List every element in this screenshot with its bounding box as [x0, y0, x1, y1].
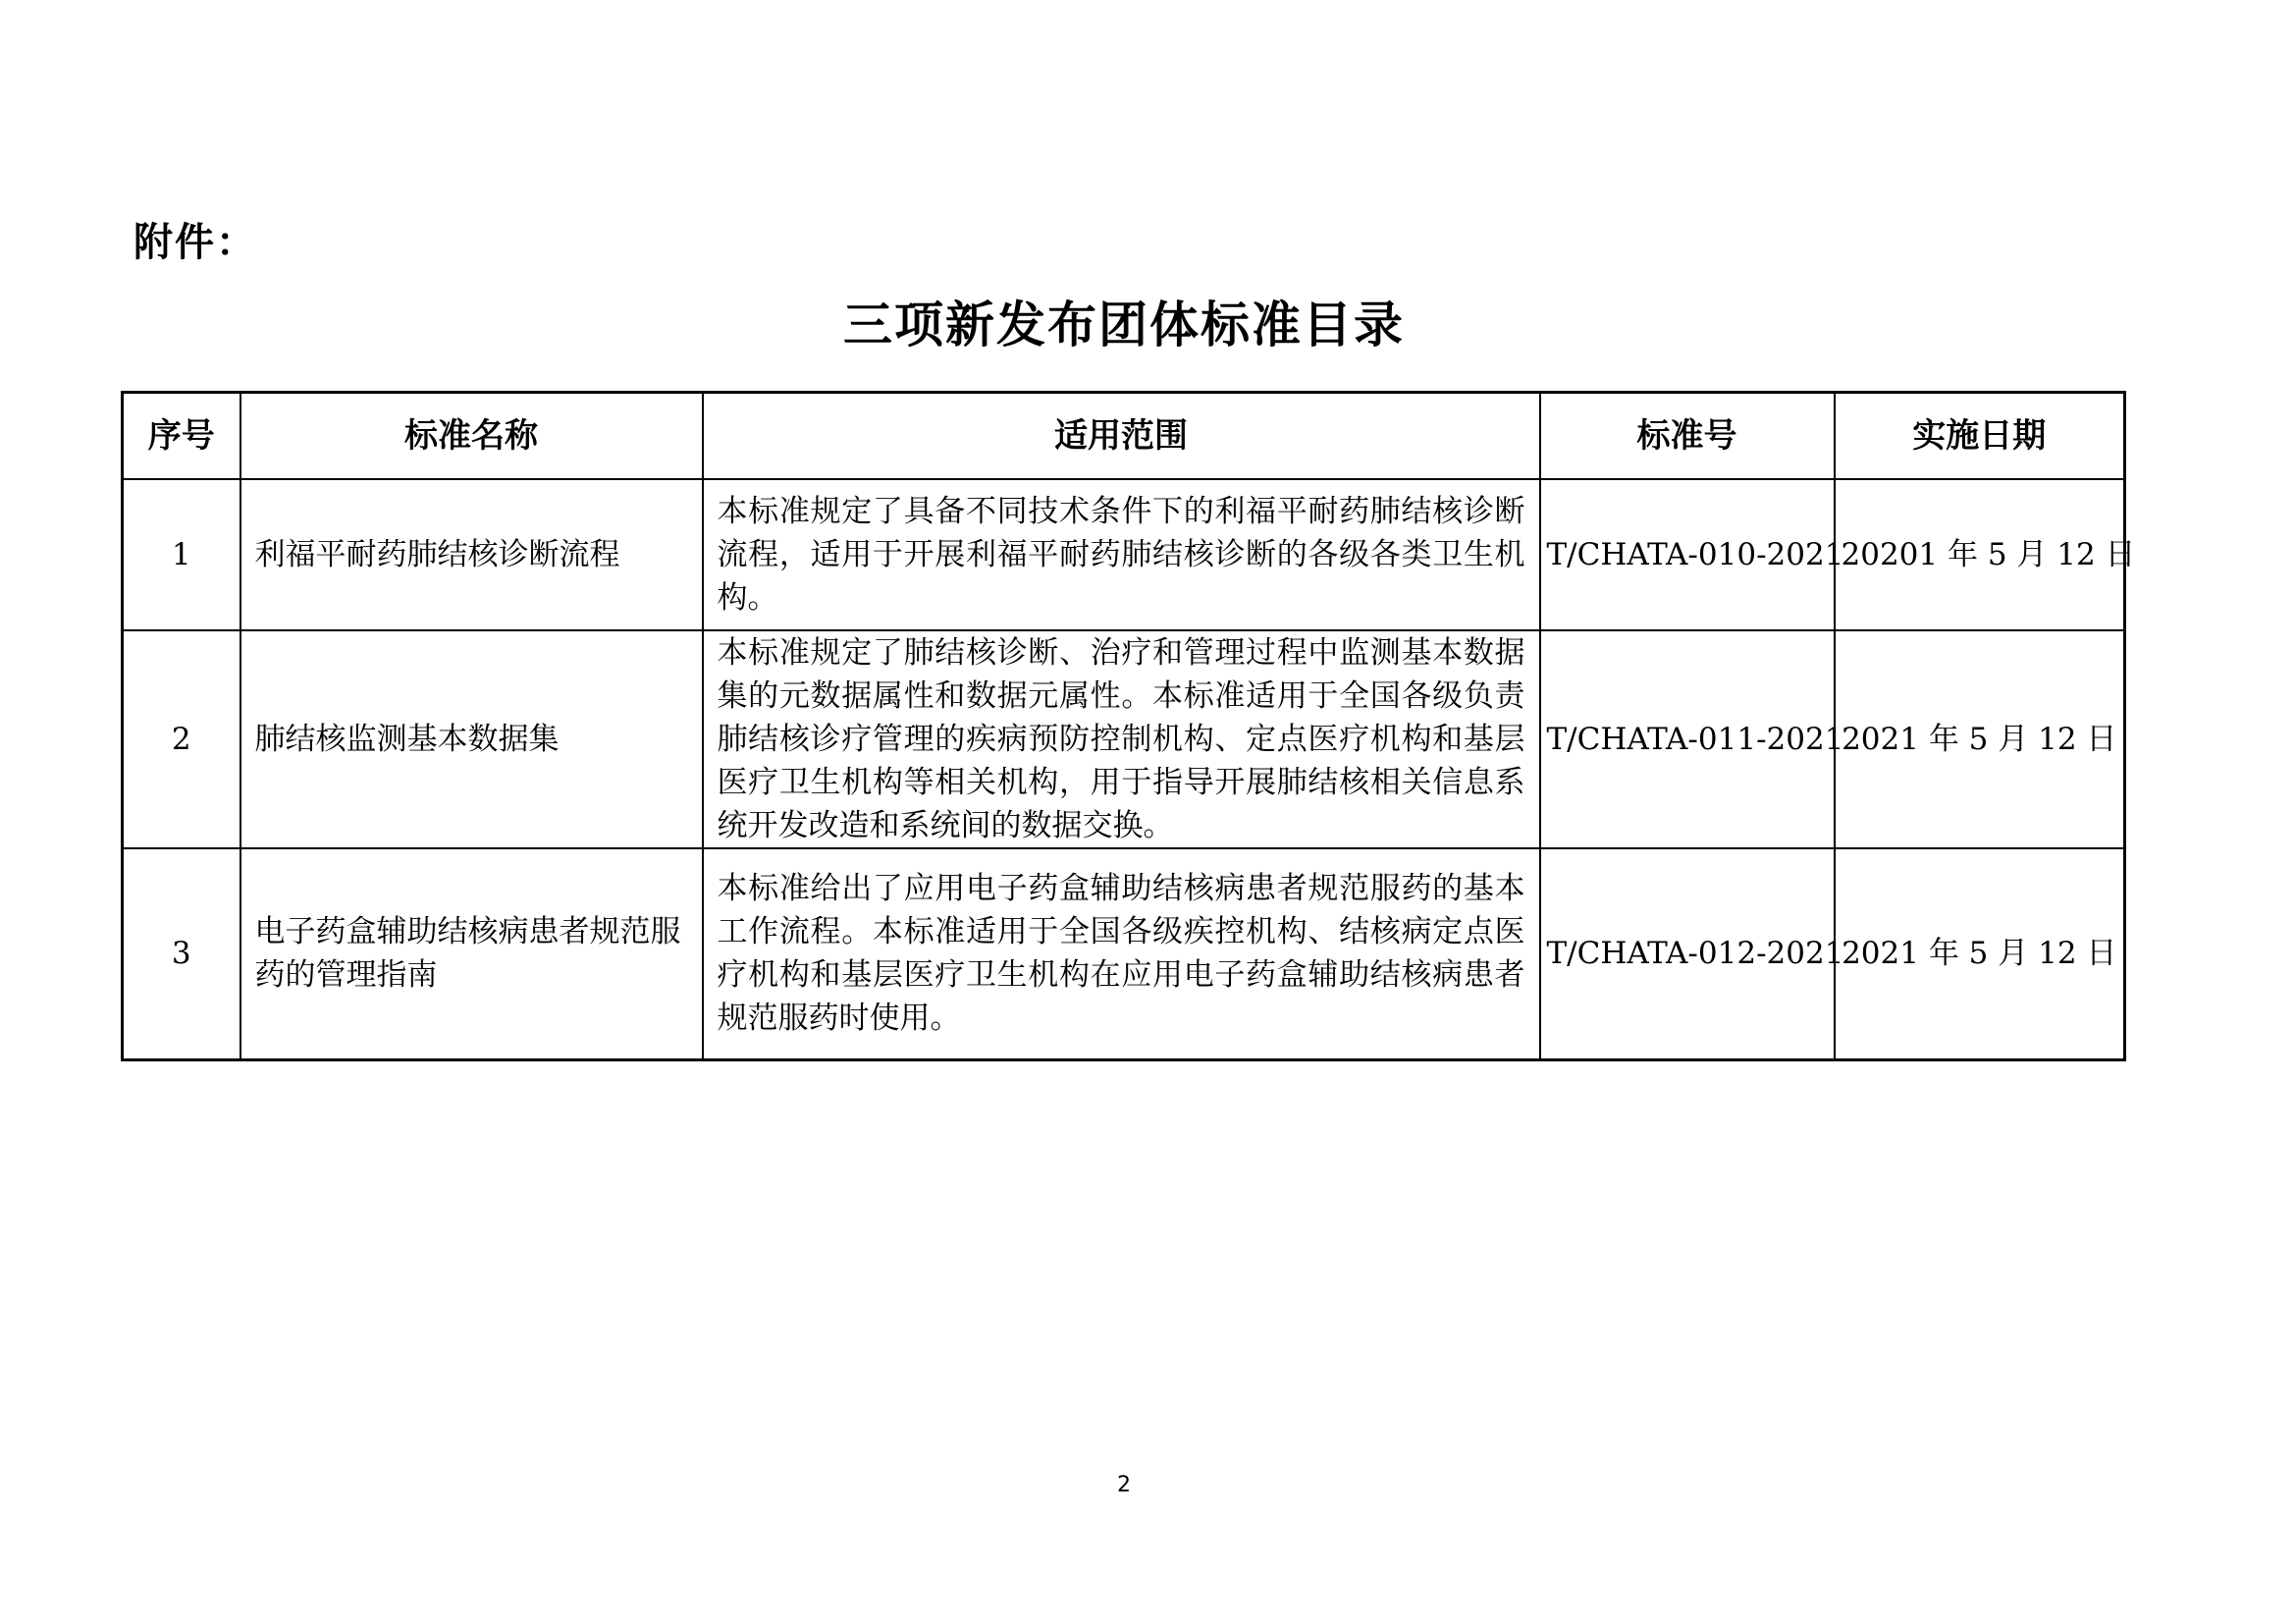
row-standard-code: T/CHATA-010-2021: [1540, 479, 1835, 630]
document-title: 三项新发布团体标准目录: [843, 296, 1405, 353]
row-standard-code: T/CHATA-011-2021: [1540, 630, 1835, 848]
row-scope: 本标准规定了具备不同技术条件下的利福平耐药肺结核诊断流程，适用于开展利福平耐药肺结核诊断的各级各类卫生机构。: [703, 479, 1540, 630]
header-seq: 序号: [123, 393, 240, 479]
row-scope: 本标准规定了肺结核诊断、治疗和管理过程中监测基本数据集的元数据属性和数据元属性。本标准适用于全国各级负责肺结核诊疗管理的疾病预防控制机构、定点医疗机构和基层医疗卫生机构等相关机构，用于指导开展肺结核相关信息系统开发改造和系统间的数据交换。: [703, 630, 1540, 848]
annex-label: 附件：: [133, 220, 257, 265]
row-standard-code: T/CHATA-012-2021: [1540, 848, 1835, 1060]
row-standard-name: 利福平耐药肺结核诊断流程: [240, 479, 703, 630]
table-row: [123, 630, 2125, 848]
header-effective-date: 实施日期: [1835, 393, 2125, 479]
row-effective-date: 2021 年 5 月 12 日: [1835, 848, 2125, 1060]
table-row: [123, 479, 2125, 630]
header-standard-name: 标准名称: [240, 393, 703, 479]
header-standard-code: 标准号: [1540, 393, 1835, 479]
row-seq: 3: [123, 848, 240, 1060]
row-seq: 2: [123, 630, 240, 848]
page-number: 2: [1117, 1473, 1131, 1497]
row-standard-name: 肺结核监测基本数据集: [240, 630, 703, 848]
header-scope: 适用范围: [703, 393, 1540, 479]
row-scope: 本标准给出了应用电子药盒辅助结核病患者规范服药的基本工作流程。本标准适用于全国各级疾控机构、结核病定点医疗机构和基层医疗卫生机构在应用电子药盒辅助结核病患者规范服药时使用。: [703, 848, 1540, 1060]
table-row: [123, 848, 2125, 1060]
row-standard-name: 电子药盒辅助结核病患者规范服药的管理指南: [240, 848, 703, 1060]
row-seq: 1: [123, 479, 240, 630]
table-header-row: [123, 393, 2125, 479]
row-effective-date: 2021 年 5 月 12 日: [1835, 630, 2125, 848]
standards-table: [121, 391, 2136, 1061]
row-effective-date: 20201 年 5 月 12 日: [1835, 479, 2125, 630]
